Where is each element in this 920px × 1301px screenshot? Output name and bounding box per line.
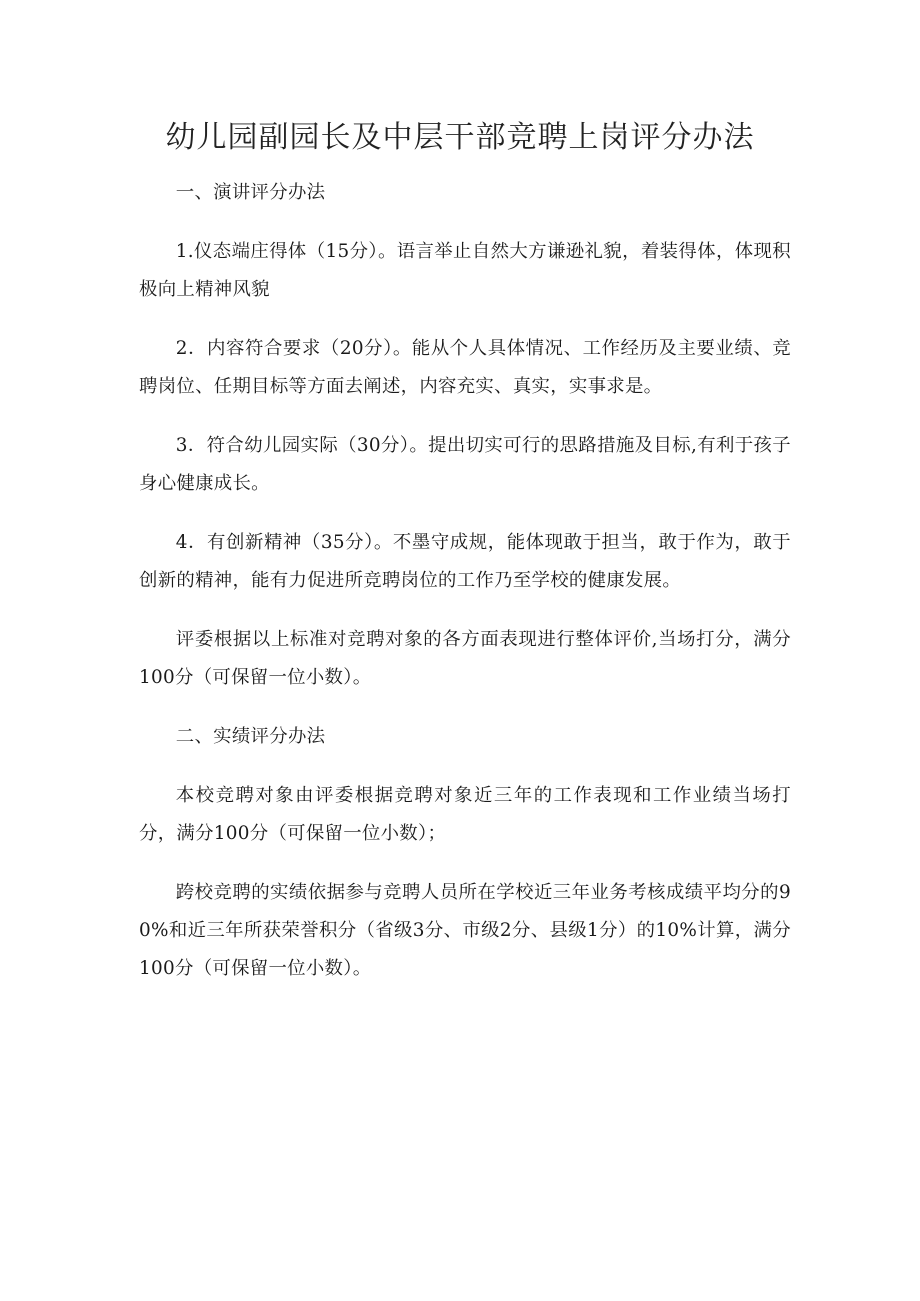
performance-cross-school: 跨校竞聘的实绩依据参与竞聘人员所在学校近三年业务考核成绩平均分的90%和近三年所获荣誉积分（省级3分、市级2分、县级1分）的10%计算，满分100分（可保留一位小数）。 (139, 882, 791, 979)
document-body (139, 174, 791, 1009)
criterion-content: 2．内容符合要求（20分）。能从个人具体情况、工作经历及主要业绩、竞聘岗位、任期目标等方面去阐述，内容充实、真实，实事求是。 (139, 338, 791, 397)
criterion-demeanor: 1.仪态端庄得体（15分）。语言举止自然大方谦逊礼貌，着装得体，体现积极向上精神风貌 (139, 241, 791, 300)
document-title: 幼儿园副园长及中层干部竞聘上岗评分办法 (165, 120, 755, 155)
performance-internal: 本校竞聘对象由评委根据竞聘对象近三年的工作表现和工作业绩当场打分，满分100分（可保留一位小数）； (139, 785, 791, 844)
section-heading-speech: 一、演讲评分办法 (175, 182, 326, 203)
criterion-innovation: 4．有创新精神（35分）。不墨守成规，能体现敢于担当，敢于作为，敢于创新的精神，能有力促进所竞聘岗位的工作乃至学校的健康发展。 (139, 532, 791, 591)
criterion-practicality: 3．符合幼儿园实际（30分）。提出切实可行的思路措施及目标,有利于孩子身心健康成长。 (139, 435, 791, 494)
section-heading-performance: 二、实绩评分办法 (175, 726, 326, 747)
speech-scoring-note: 评委根据以上标准对竞聘对象的各方面表现进行整体评价,当场打分，满分100分（可保留一位小数）。 (139, 629, 791, 688)
